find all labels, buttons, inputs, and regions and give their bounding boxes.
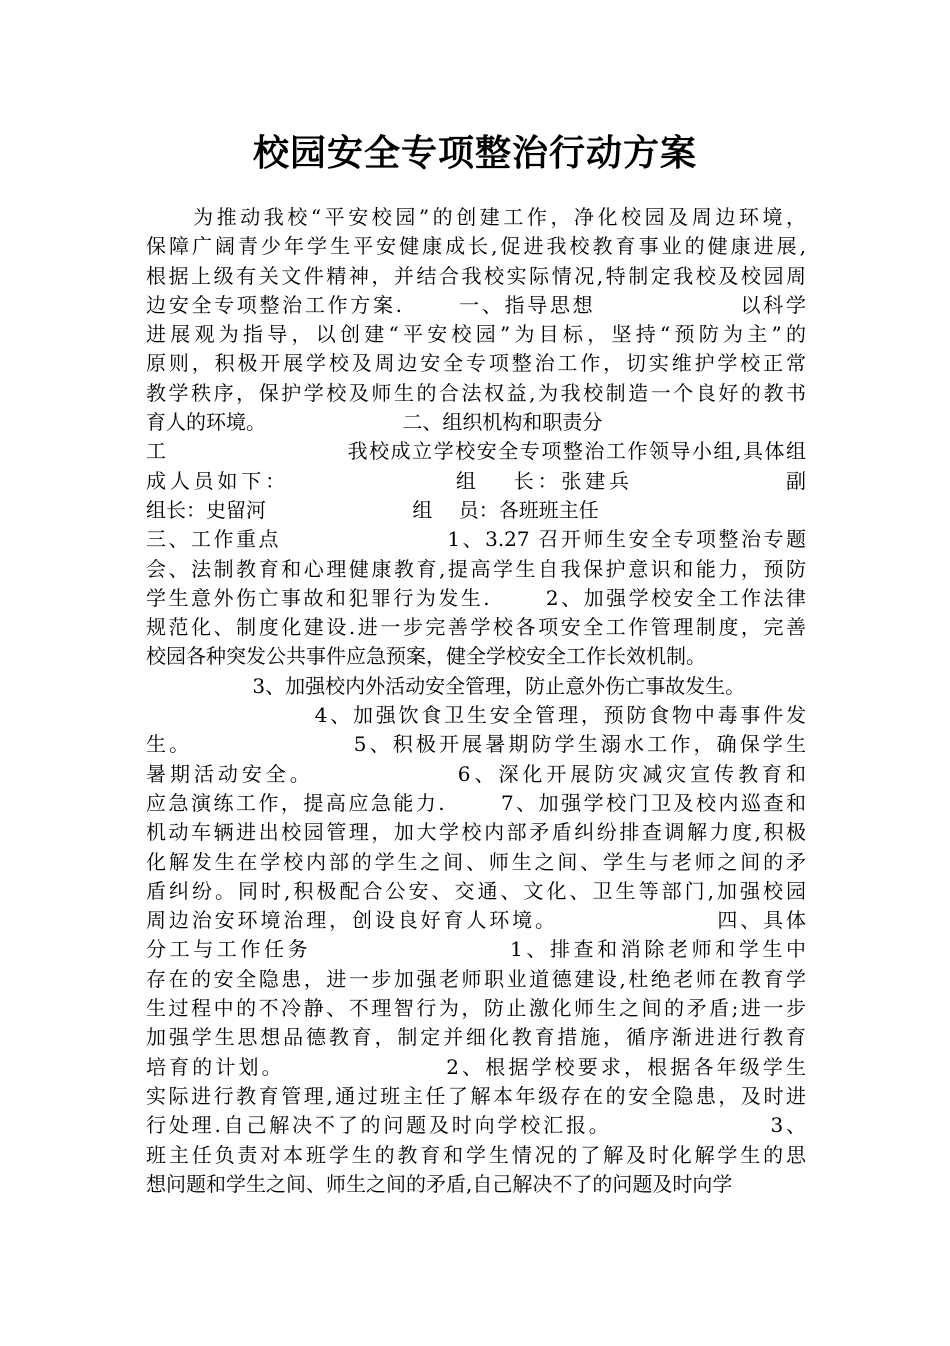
text-line: 4、加强饮食卫生安全管理，预防食物中毒事件发 (146, 703, 806, 728)
text-line: 校园各种突发公共事件应急预案，健全学校安全工作长效机制。 (146, 644, 706, 669)
text-line: 保障广阔青少年学生平安健康成长,促进我校教育事业的健康进展, (146, 234, 806, 259)
document-title: 校园安全专项整治行动方案 (252, 133, 697, 174)
text-line: 会、法制教育和心理健康教育,提高学生自我保护意识和能力，预防 (146, 556, 806, 581)
text-line: 育人的环境。 二、组织机构和职责分 (146, 410, 603, 435)
text-line: 根据上级有关文件精神，并结合我校实际情况,特制定我校及校园周 (146, 263, 806, 288)
text-line: 实际进行教育管理,通过班主任了解本年级存在的安全隐患，及时进 (146, 1083, 806, 1108)
text-line: 暑期活动安全。 6、深化开展防灾减灾宣传教育和 (146, 761, 806, 786)
text-line: 盾纠纷。同时,积极配合公安、交通、文化、卫生等部门,加强校园 (146, 878, 806, 903)
text-line: 成人员如下： 组 长：张建兵 副 (146, 468, 806, 493)
text-line: 三、工作重点 1、3.27 召开师生安全专项整治专题 (146, 527, 806, 552)
text-line: 边安全专项整治工作方案. 一、指导思想 以科学 (146, 292, 806, 317)
text-line: 机动车辆进出校园管理，加大学校内部矛盾纠纷排查调解力度,积极 (146, 820, 806, 845)
text-line: 进展观为指导，以创建“平安校园”为目标，坚持“预防为主”的 (146, 322, 806, 347)
text-line: 行处理.自己解决不了的问题及时向学校汇报。 3、 (146, 1113, 806, 1138)
text-line: 3、加强校内外活动安全管理，防止意外伤亡事故发生。 (146, 673, 746, 698)
text-line: 想问题和学生之间、师生之间的矛盾,自己解决不了的问题及时向学 (146, 1171, 733, 1196)
text-line: 周边治安环境治理，创设良好育人环境。 四、具体 (146, 908, 806, 933)
text-line: 加强学生思想品德教育，制定并细化教育措施，循序渐进进行教育 (146, 1025, 806, 1050)
text-line: 原则，积极开展学校及周边安全专项整治工作，切实维护学校正常 (146, 351, 806, 376)
text-line: 存在的安全隐患，进一步加强老师职业道德建设,杜绝老师在教育学 (146, 966, 806, 991)
text-line: 工 我校成立学校安全专项整治工作领导小组,具体组 (146, 439, 806, 464)
text-line: 培育的计划。 2、根据学校要求，根据各年级学生 (146, 1054, 806, 1079)
text-line: 为推动我校“平安校园”的创建工作，净化校园及周边环境， (146, 205, 806, 229)
text-line: 规范化、制度化建设.进一步完善学校各项安全工作管理制度，完善 (146, 615, 806, 640)
text-line: 学生意外伤亡事故和犯罪行为发生. 2、加强学校安全工作法律 (146, 585, 806, 610)
text-line: 班主任负责对本班学生的教育和学生情况的了解及时化解学生的思 (146, 1142, 806, 1167)
text-line: 生。 5、积极开展暑期防学生溺水工作，确保学生 (146, 732, 806, 757)
text-line: 组长：史留河 组 员：各班班主任 (146, 497, 599, 522)
text-line: 生过程中的不冷静、不理智行为，防止激化师生之间的矛盾;进一步 (146, 996, 806, 1021)
text-line: 分工与工作任务 1、排查和消除老师和学生中 (146, 937, 806, 962)
text-line: 化解发生在学校内部的学生之间、师生之间、学生与老师之间的矛 (146, 849, 806, 874)
document-body (146, 203, 806, 1199)
text-line: 应急演练工作，提高应急能力. 7、加强学校门卫及校内巡查和 (146, 790, 806, 815)
text-line: 教学秩序，保护学校及师生的合法权益,为我校制造一个良好的教书 (146, 380, 806, 405)
